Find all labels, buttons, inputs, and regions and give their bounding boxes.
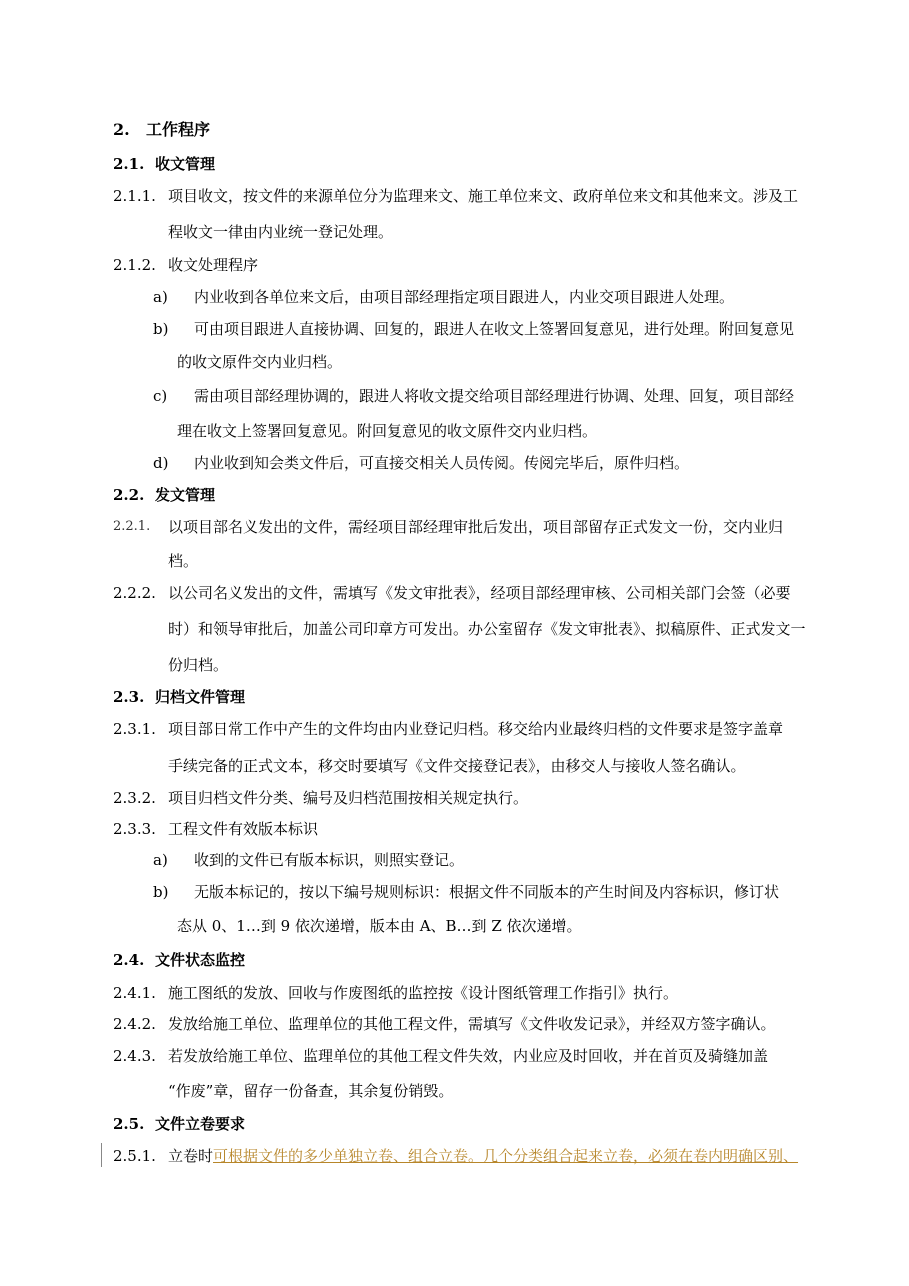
clause-number: 2.2.1.	[113, 519, 151, 534]
list-text: 态从 0、1…到 9 依次递增，版本由 A、B…到 Z 依次递增。	[177, 917, 582, 935]
clause-text: 时）和领导审批后，加盖公司印章方可发出。办公室留存《发文审批表》、拟稿原件、正式发文一	[168, 620, 806, 638]
subsection-number: 2.1.	[113, 155, 145, 173]
list-label: b)	[153, 320, 169, 338]
clause-text: 立卷时	[168, 1147, 214, 1165]
list-label: d)	[153, 454, 169, 472]
clause-text: 项目归档文件分类、编号及归档范围按相关规定执行。	[168, 789, 529, 807]
clause-number: 2.2.2.	[113, 584, 156, 602]
list-label: c)	[153, 387, 168, 405]
list-label: a)	[153, 288, 168, 306]
clause-number: 2.1.2.	[113, 256, 156, 274]
subsection-number: 2.2.	[113, 486, 145, 504]
clause-number: 2.4.1.	[113, 984, 156, 1002]
subsection-number: 2.5.	[113, 1115, 145, 1133]
clause-number: 2.4.2.	[113, 1015, 156, 1033]
clause-title: 收文处理程序	[168, 256, 259, 274]
clause-text: 以公司名义发出的文件，需填写《发文审批表》，经项目部经理审核、公司相关部门会签（必要	[168, 584, 791, 602]
list-text: 理在收文上签署回复意见。附回复意见的收文原件交内业归档。	[177, 422, 598, 440]
clause-text: 手续完备的正式文本，移交时要填写《文件交接登记表》，由移交人与接收人签名确认。	[168, 757, 746, 775]
clause-number: 2.3.3.	[113, 820, 156, 838]
list-text: 内业收到各单位来文后，由项目部经理指定项目跟进人，内业交项目跟进人处理。	[194, 288, 735, 306]
clause-number: 2.4.3.	[113, 1047, 156, 1065]
clause-text: 程收文一律由内业统一登记处理。	[168, 223, 394, 241]
clause-text: 档。	[168, 552, 199, 570]
subsection-number: 2.4.	[113, 951, 145, 969]
clause-number: 2.5.1.	[113, 1147, 156, 1165]
clause-text: 施工图纸的发放、回收与作废图纸的监控按《设计图纸管理工作指引》执行。	[168, 984, 679, 1002]
change-bar	[101, 1143, 102, 1167]
subsection-title: 文件状态监控	[155, 951, 246, 969]
subsection-title: 收文管理	[155, 155, 216, 173]
list-text: 无版本标记的，按以下编号规则标识：根据文件不同版本的产生时间及内容标识，修订状	[194, 883, 780, 901]
subsection-title: 文件立卷要求	[155, 1115, 246, 1133]
list-text: 内业收到知会类文件后，可直接交相关人员传阅。传阅完毕后，原件归档。	[194, 454, 690, 472]
clause-text: 份归档。	[168, 656, 229, 674]
subsection-number: 2.3.	[113, 688, 145, 706]
clause-number: 2.3.2.	[113, 789, 156, 807]
clause-text: 若发放给施工单位、监理单位的其他工程文件失效，内业应及时回收，并在首页及骑缝加盖	[168, 1047, 769, 1065]
clause-text-wrap	[168, 1146, 798, 1166]
subsection-title: 发文管理	[155, 486, 216, 504]
clause-title: 工程文件有效版本标识	[168, 820, 319, 838]
section-number: 2.	[113, 120, 130, 139]
clause-text: 发放给施工单位、监理单位的其他工程文件，需填写《文件收发记录》，并经双方签字确认。	[168, 1015, 776, 1033]
list-text: 可由项目跟进人直接协调、回复的，跟进人在收文上签署回复意见，进行处理。附回复意见	[194, 320, 795, 338]
clause-text: 以项目部名义发出的文件，需经项目部经理审批后发出，项目部留存正式发文一份，交内业归	[168, 518, 784, 536]
subsection-title: 归档文件管理	[155, 688, 246, 706]
list-text: 的收文原件交内业归档。	[177, 353, 343, 371]
list-label: b)	[153, 883, 169, 901]
clause-text: “作废”章，留存一份备查，其余复份销毁。	[168, 1082, 454, 1100]
list-text: 需由项目部经理协调的，跟进人将收文提交给项目部经理进行协调、处理、回复，项目部经	[194, 387, 795, 405]
clause-text: 项目部日常工作中产生的文件均由内业登记归档。移交给内业最终归档的文件要求是签字盖章	[168, 720, 784, 738]
tracked-change-text: 可根据文件的多少单独立卷、组合立卷。几个分类组合起来立卷，必须在卷内明确区别、	[213, 1147, 799, 1165]
clause-text: 项目收文，按文件的来源单位分为监理来文、施工单位来文、政府单位来文和其他来文。涉及工	[168, 187, 799, 205]
clause-number: 2.1.1.	[113, 187, 156, 205]
clause-number: 2.3.1.	[113, 720, 156, 738]
list-text: 收到的文件已有版本标识，则照实登记。	[194, 851, 465, 869]
list-label: a)	[153, 851, 168, 869]
section-title: 工作程序	[146, 120, 211, 139]
